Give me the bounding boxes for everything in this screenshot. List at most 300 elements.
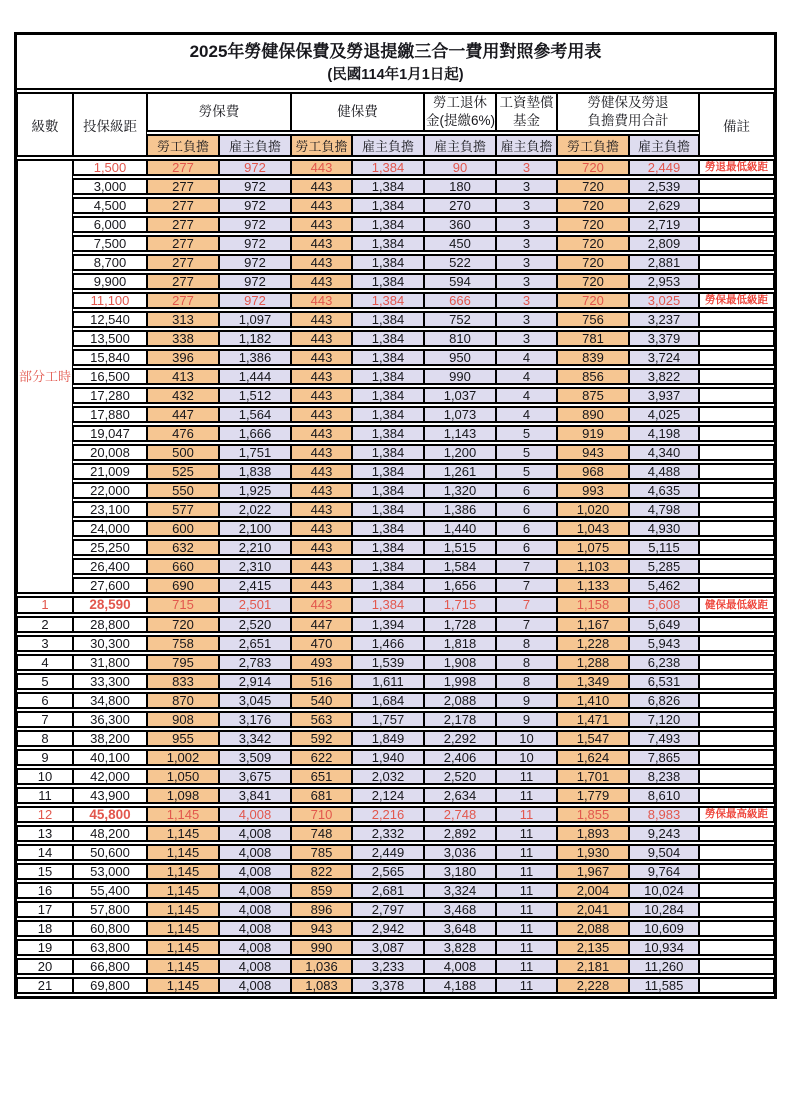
table-row [17, 863, 774, 880]
value-cell: 1,466 [352, 635, 424, 652]
value-cell: 10,284 [629, 901, 699, 918]
value-cell: 720 [557, 235, 629, 252]
level-cell: 3 [17, 635, 73, 652]
value-cell: 413 [147, 368, 219, 385]
value-cell: 810 [424, 330, 496, 347]
bracket-cell: 24,000 [73, 520, 147, 537]
value-cell: 443 [291, 273, 352, 290]
value-cell: 1,384 [352, 406, 424, 423]
value-cell: 1,564 [219, 406, 291, 423]
value-cell: 1,083 [291, 977, 352, 994]
value-cell: 1,145 [147, 863, 219, 880]
value-cell: 3 [496, 159, 557, 176]
value-cell: 2,216 [352, 806, 424, 824]
value-cell: 1,666 [219, 425, 291, 442]
value-cell: 6 [496, 539, 557, 556]
value-cell: 690 [147, 577, 219, 594]
remark-cell [699, 787, 774, 804]
value-cell: 11 [496, 787, 557, 804]
subheader-pension-employer: 雇主負擔 [424, 134, 496, 157]
value-cell: 1,547 [557, 730, 629, 747]
value-cell: 908 [147, 711, 219, 728]
value-cell: 443 [291, 596, 352, 614]
subheader-labor-employer: 雇主負擔 [219, 134, 291, 157]
value-cell: 1,384 [352, 444, 424, 461]
value-cell: 4,008 [219, 958, 291, 975]
value-cell: 1,384 [352, 520, 424, 537]
value-cell: 5 [496, 463, 557, 480]
bracket-cell: 3,000 [73, 178, 147, 195]
table-row [17, 596, 774, 614]
value-cell: 7,865 [629, 749, 699, 766]
value-cell: 1,050 [147, 768, 219, 785]
value-cell: 11 [496, 901, 557, 918]
value-cell: 11 [496, 958, 557, 975]
value-cell: 720 [557, 216, 629, 233]
level-cell: 13 [17, 825, 73, 842]
value-cell: 11 [496, 825, 557, 842]
bracket-cell: 28,590 [73, 596, 147, 614]
value-cell: 1,539 [352, 654, 424, 671]
value-cell: 1,384 [352, 463, 424, 480]
level-cell: 11 [17, 787, 73, 804]
value-cell: 2,415 [219, 577, 291, 594]
remark-cell [699, 749, 774, 766]
value-cell: 3 [496, 311, 557, 328]
value-cell: 3,237 [629, 311, 699, 328]
value-cell: 1,515 [424, 539, 496, 556]
value-cell: 993 [557, 482, 629, 499]
value-cell: 6,238 [629, 654, 699, 671]
value-cell: 1,512 [219, 387, 291, 404]
value-cell: 720 [557, 273, 629, 290]
value-cell: 550 [147, 482, 219, 499]
col-group-total-line2: 負擔費用合計 [587, 113, 669, 129]
remark-cell [699, 977, 774, 994]
value-cell: 4,008 [219, 977, 291, 994]
col-header-level: 級數 [17, 92, 73, 157]
value-cell: 1,384 [352, 159, 424, 176]
level-cell: 18 [17, 920, 73, 937]
value-cell: 2,914 [219, 673, 291, 690]
table-row [17, 825, 774, 842]
value-cell: 9 [496, 692, 557, 709]
remark-cell [699, 349, 774, 366]
value-cell: 1,158 [557, 596, 629, 614]
value-cell: 9,504 [629, 844, 699, 861]
col-header-remark: 備註 [699, 92, 774, 157]
value-cell: 540 [291, 692, 352, 709]
value-cell: 666 [424, 292, 496, 309]
value-cell: 2,332 [352, 825, 424, 842]
value-cell: 7 [496, 577, 557, 594]
col-group-total-line1: 勞健保及勞退 [587, 94, 669, 110]
remark-cell [699, 463, 774, 480]
value-cell: 450 [424, 235, 496, 252]
value-cell: 781 [557, 330, 629, 347]
value-cell: 1,967 [557, 863, 629, 880]
value-cell: 1,757 [352, 711, 424, 728]
value-cell: 2,041 [557, 901, 629, 918]
value-cell: 577 [147, 501, 219, 518]
bracket-cell: 45,800 [73, 806, 147, 824]
value-cell: 2,100 [219, 520, 291, 537]
level-cell: 12 [17, 806, 73, 824]
effective-date-subtitle: (民國114年1月1日起) [327, 66, 464, 83]
value-cell: 2,520 [424, 768, 496, 785]
value-cell: 8 [496, 673, 557, 690]
table-row [17, 520, 774, 537]
value-cell: 277 [147, 254, 219, 271]
table-row [17, 768, 774, 785]
bracket-cell: 27,600 [73, 577, 147, 594]
value-cell: 752 [424, 311, 496, 328]
value-cell: 3,509 [219, 749, 291, 766]
value-cell: 6 [496, 520, 557, 537]
bracket-cell: 21,009 [73, 463, 147, 480]
value-cell: 3 [496, 178, 557, 195]
col-group-wage-fund-line1: 工資墊償 [499, 94, 554, 110]
value-cell: 600 [147, 520, 219, 537]
col-header-bracket: 投保級距 [73, 92, 147, 157]
remark-cell [699, 939, 774, 956]
value-cell: 563 [291, 711, 352, 728]
value-cell: 4,008 [219, 863, 291, 880]
value-cell: 11 [496, 768, 557, 785]
value-cell: 338 [147, 330, 219, 347]
table-row [17, 178, 774, 195]
value-cell: 3,342 [219, 730, 291, 747]
remark-cell [699, 387, 774, 404]
value-cell: 1,611 [352, 673, 424, 690]
value-cell: 990 [424, 368, 496, 385]
value-cell: 432 [147, 387, 219, 404]
value-cell: 3,724 [629, 349, 699, 366]
remark-cell [699, 863, 774, 880]
value-cell: 594 [424, 273, 496, 290]
value-cell: 1,440 [424, 520, 496, 537]
value-cell: 443 [291, 216, 352, 233]
value-cell: 1,384 [352, 596, 424, 614]
value-cell: 1,386 [219, 349, 291, 366]
value-cell: 516 [291, 673, 352, 690]
value-cell: 710 [291, 806, 352, 824]
value-cell: 2,942 [352, 920, 424, 937]
table-row [17, 216, 774, 233]
level-cell: 4 [17, 654, 73, 671]
subheader-wage-fund-employer: 雇主負擔 [496, 134, 557, 157]
bracket-cell: 16,500 [73, 368, 147, 385]
table-row [17, 806, 774, 824]
value-cell: 525 [147, 463, 219, 480]
bracket-cell: 38,200 [73, 730, 147, 747]
value-cell: 4,488 [629, 463, 699, 480]
table-row [17, 844, 774, 861]
value-cell: 7 [496, 558, 557, 575]
remark-cell [699, 254, 774, 271]
value-cell: 3,176 [219, 711, 291, 728]
col-group-wage-fund-line2: 基金 [513, 113, 540, 129]
value-cell: 758 [147, 635, 219, 652]
value-cell: 443 [291, 425, 352, 442]
value-cell: 1,930 [557, 844, 629, 861]
value-cell: 2,406 [424, 749, 496, 766]
table-row [17, 235, 774, 252]
value-cell: 3,468 [424, 901, 496, 918]
value-cell: 972 [219, 216, 291, 233]
value-cell: 1,410 [557, 692, 629, 709]
remark-cell [699, 844, 774, 861]
value-cell: 4,798 [629, 501, 699, 518]
value-cell: 7 [496, 616, 557, 633]
table-row [17, 444, 774, 461]
remark-cell [699, 958, 774, 975]
value-cell: 748 [291, 825, 352, 842]
value-cell: 3,937 [629, 387, 699, 404]
value-cell: 1,384 [352, 311, 424, 328]
value-cell: 1,893 [557, 825, 629, 842]
table-row [17, 787, 774, 804]
level-cell: 19 [17, 939, 73, 956]
value-cell: 839 [557, 349, 629, 366]
value-cell: 3,675 [219, 768, 291, 785]
value-cell: 3,045 [219, 692, 291, 709]
value-cell: 2,501 [219, 596, 291, 614]
table-row [17, 577, 774, 594]
value-cell: 4,008 [219, 882, 291, 899]
value-cell: 5,608 [629, 596, 699, 614]
value-cell: 1,320 [424, 482, 496, 499]
value-cell: 2,310 [219, 558, 291, 575]
value-cell: 1,908 [424, 654, 496, 671]
value-cell: 919 [557, 425, 629, 442]
value-cell: 1,384 [352, 558, 424, 575]
value-cell: 1,349 [557, 673, 629, 690]
value-cell: 1,384 [352, 197, 424, 214]
bracket-cell: 1,500 [73, 159, 147, 176]
subheader-labor-employee: 勞工負擔 [147, 134, 219, 157]
table-row [17, 749, 774, 766]
bracket-cell: 4,500 [73, 197, 147, 214]
value-cell: 1,779 [557, 787, 629, 804]
level-cell: 17 [17, 901, 73, 918]
level-cell: 10 [17, 768, 73, 785]
value-cell: 3,822 [629, 368, 699, 385]
value-cell: 1,624 [557, 749, 629, 766]
value-cell: 443 [291, 292, 352, 309]
value-cell: 493 [291, 654, 352, 671]
remark-cell [699, 577, 774, 594]
value-cell: 2,292 [424, 730, 496, 747]
value-cell: 715 [147, 596, 219, 614]
value-cell: 6 [496, 501, 557, 518]
value-cell: 2,088 [557, 920, 629, 937]
value-cell: 1,384 [352, 330, 424, 347]
value-cell: 4,008 [219, 844, 291, 861]
remark-cell [699, 178, 774, 195]
value-cell: 2,565 [352, 863, 424, 880]
level-cell: 21 [17, 977, 73, 994]
value-cell: 2,881 [629, 254, 699, 271]
value-cell: 3 [496, 235, 557, 252]
value-cell: 972 [219, 254, 291, 271]
bracket-cell: 12,540 [73, 311, 147, 328]
value-cell: 1,384 [352, 387, 424, 404]
table-row [17, 387, 774, 404]
value-cell: 2,539 [629, 178, 699, 195]
value-cell: 277 [147, 292, 219, 309]
bracket-cell: 50,600 [73, 844, 147, 861]
value-cell: 1,145 [147, 977, 219, 994]
value-cell: 396 [147, 349, 219, 366]
value-cell: 720 [147, 616, 219, 633]
col-group-labor-insurance: 勞保費 [147, 92, 291, 132]
value-cell: 443 [291, 311, 352, 328]
value-cell: 8 [496, 635, 557, 652]
value-cell: 3,379 [629, 330, 699, 347]
value-cell: 5,115 [629, 539, 699, 556]
value-cell: 443 [291, 368, 352, 385]
table-row [17, 330, 774, 347]
value-cell: 4,340 [629, 444, 699, 461]
value-cell: 11,585 [629, 977, 699, 994]
value-cell: 443 [291, 501, 352, 518]
value-cell: 1,037 [424, 387, 496, 404]
value-cell: 277 [147, 273, 219, 290]
table-row [17, 958, 774, 975]
value-cell: 10 [496, 749, 557, 766]
bracket-cell: 40,100 [73, 749, 147, 766]
value-cell: 1,384 [352, 349, 424, 366]
remark-cell: 健保最低級距 [699, 596, 774, 614]
level-cell: 2 [17, 616, 73, 633]
value-cell: 277 [147, 159, 219, 176]
bracket-cell: 31,800 [73, 654, 147, 671]
value-cell: 1,684 [352, 692, 424, 709]
remark-cell [699, 406, 774, 423]
value-cell: 3,378 [352, 977, 424, 994]
value-cell: 2,651 [219, 635, 291, 652]
level-cell: 14 [17, 844, 73, 861]
value-cell: 8,238 [629, 768, 699, 785]
col-group-health-insurance: 健保費 [291, 92, 424, 132]
level-cell: 15 [17, 863, 73, 880]
remark-cell [699, 197, 774, 214]
level-cell: 7 [17, 711, 73, 728]
value-cell: 1,998 [424, 673, 496, 690]
value-cell: 2,797 [352, 901, 424, 918]
value-cell: 955 [147, 730, 219, 747]
value-cell: 522 [424, 254, 496, 271]
value-cell: 9,243 [629, 825, 699, 842]
value-cell: 4,008 [219, 920, 291, 937]
bracket-cell: 25,250 [73, 539, 147, 556]
value-cell: 447 [291, 616, 352, 633]
remark-cell [699, 616, 774, 633]
remark-cell [699, 520, 774, 537]
value-cell: 10,609 [629, 920, 699, 937]
remark-cell [699, 825, 774, 842]
value-cell: 1,384 [352, 368, 424, 385]
value-cell: 822 [291, 863, 352, 880]
value-cell: 1,145 [147, 825, 219, 842]
value-cell: 1,818 [424, 635, 496, 652]
table-row [17, 349, 774, 366]
remark-cell [699, 368, 774, 385]
value-cell: 4,008 [219, 806, 291, 824]
level-cell: 9 [17, 749, 73, 766]
table-row [17, 273, 774, 290]
remark-cell [699, 673, 774, 690]
value-cell: 443 [291, 577, 352, 594]
value-cell: 4 [496, 387, 557, 404]
value-cell: 972 [219, 197, 291, 214]
value-cell: 1,838 [219, 463, 291, 480]
table-row [17, 977, 774, 994]
value-cell: 1,133 [557, 577, 629, 594]
table-row [17, 711, 774, 728]
value-cell: 972 [219, 178, 291, 195]
value-cell: 180 [424, 178, 496, 195]
value-cell: 1,143 [424, 425, 496, 442]
value-cell: 443 [291, 444, 352, 461]
table-title-block [17, 35, 774, 90]
value-cell: 4 [496, 406, 557, 423]
value-cell: 3 [496, 273, 557, 290]
value-cell: 720 [557, 292, 629, 309]
col-group-wage-fund [496, 92, 557, 132]
remark-cell [699, 501, 774, 518]
table-row [17, 635, 774, 652]
value-cell: 2,748 [424, 806, 496, 824]
value-cell: 2,135 [557, 939, 629, 956]
table-row [17, 159, 774, 176]
value-cell: 3,025 [629, 292, 699, 309]
value-cell: 890 [557, 406, 629, 423]
value-cell: 3,324 [424, 882, 496, 899]
value-cell: 3 [496, 216, 557, 233]
value-cell: 622 [291, 749, 352, 766]
bracket-cell: 30,300 [73, 635, 147, 652]
subheader-health-employer: 雇主負擔 [352, 134, 424, 157]
table-row [17, 311, 774, 328]
table-row [17, 368, 774, 385]
bracket-cell: 26,400 [73, 558, 147, 575]
value-cell: 1,751 [219, 444, 291, 461]
value-cell: 4 [496, 368, 557, 385]
value-cell: 4,008 [219, 901, 291, 918]
value-cell: 277 [147, 216, 219, 233]
value-cell: 1,715 [424, 596, 496, 614]
value-cell: 443 [291, 558, 352, 575]
table-row [17, 920, 774, 937]
value-cell: 8,983 [629, 806, 699, 824]
value-cell: 5,285 [629, 558, 699, 575]
value-cell: 720 [557, 197, 629, 214]
remark-cell [699, 235, 774, 252]
value-cell: 7,120 [629, 711, 699, 728]
bracket-cell: 36,300 [73, 711, 147, 728]
value-cell: 4,025 [629, 406, 699, 423]
bracket-cell: 15,840 [73, 349, 147, 366]
value-cell: 5,649 [629, 616, 699, 633]
bracket-cell: 7,500 [73, 235, 147, 252]
remark-cell [699, 692, 774, 709]
remark-cell: 勞保最低級距 [699, 292, 774, 309]
value-cell: 990 [291, 939, 352, 956]
value-cell: 2,088 [424, 692, 496, 709]
value-cell: 4,635 [629, 482, 699, 499]
